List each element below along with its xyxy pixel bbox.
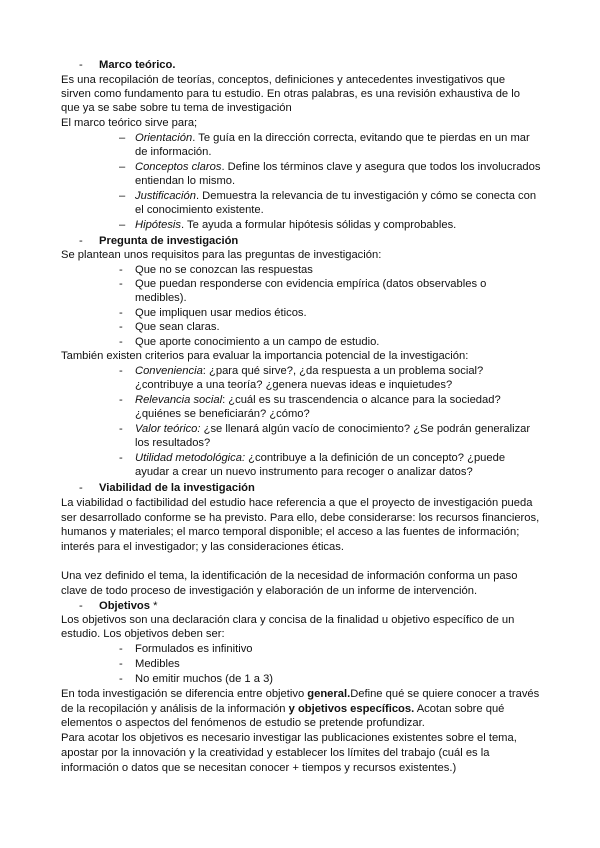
term: Hipótesis <box>135 219 182 231</box>
list-item <box>135 364 483 378</box>
definition: . Demuestra la relevancia de tu investigación y cómo se conecta con <box>195 190 537 202</box>
paragraph-line: En toda investigación se diferencia entre objetivo general.Define qué se quiere conocer a través <box>61 688 540 700</box>
bullet-dash: - <box>79 600 83 612</box>
paragraph-line: El marco teórico sirve para; <box>61 117 198 129</box>
bullet-dash: - <box>119 658 123 670</box>
list-item: Formulados es infinitivo <box>135 643 253 655</box>
paragraph-line: de la recopilación y análisis de la información y objetivos específicos. Acotan sobre qué <box>61 703 505 715</box>
paragraph-line: Los objetivos son una declaración clara y concisa de la finalidad u objetivo específico de un <box>61 614 515 626</box>
list-item: Que impliquen usar medios éticos. <box>135 307 307 319</box>
heading-viabilidad: Viabilidad de la investigación <box>99 482 255 494</box>
bullet-dash: - <box>119 264 123 276</box>
bullet-dash: - <box>119 307 123 319</box>
list-item-cont: de información. <box>135 146 212 158</box>
list-item: No emitir muchos (de 1 a 3) <box>135 673 274 685</box>
definition: ¿contribuye a la definición de un concepto? ¿puede <box>245 452 506 464</box>
heading-pregunta: Pregunta de investigación <box>99 235 239 247</box>
list-item: Que puedan responderse con evidencia empírica (datos observables o <box>135 278 487 290</box>
bullet-dash: – <box>119 161 126 173</box>
bullet-dash: - <box>119 673 123 685</box>
bullet-dash: – <box>119 132 126 144</box>
definition: : ¿cuál es su trascendencia o alcance para la sociedad? <box>222 394 501 406</box>
bullet-dash: - <box>119 365 123 377</box>
bullet-dash: - <box>119 423 123 435</box>
paragraph-line: La viabilidad o factibilidad del estudio hace referencia a que el proyecto de investigación pueda <box>61 497 533 509</box>
bullet-dash: - <box>119 394 123 406</box>
term: Justificación <box>135 190 196 202</box>
paragraph-line: También existen criterios para evaluar la importancia potencial de la investigación: <box>61 350 469 362</box>
bullet-dash: - <box>119 321 123 333</box>
list-item: Que aporte conocimiento a un campo de estudio. <box>135 336 380 348</box>
list-item-cont: ¿quiénes se beneficiarán? ¿cómo? <box>135 408 310 420</box>
paragraph-line: elementos o aspectos del fenómenos de estudio se pretende profundizar. <box>61 717 425 729</box>
list-item <box>135 131 530 145</box>
paragraph-line: clave de todo proceso de investigación y elaboración de un informe de intervención. <box>61 585 478 597</box>
list-item-cont: ayudar a crear un nuevo instrumento para recoger o analizar datos? <box>135 466 473 478</box>
list-item: Que no se conozcan las respuestas <box>135 264 313 276</box>
definition: . Te guía en la dirección correcta, evitando que te pierdas en un mar <box>192 132 530 144</box>
bullet-dash: - <box>119 452 123 464</box>
paragraph-line: Una vez definido el tema, la identificación de la necesidad de información conforma un paso <box>61 570 518 582</box>
term: Relevancia social <box>135 394 223 406</box>
term: Conveniencia <box>135 365 203 377</box>
list-item-cont: medibles). <box>135 292 187 304</box>
bullet-dash: - <box>119 336 123 348</box>
list-item <box>135 160 540 174</box>
paragraph-line: estudio. Los objetivos deben ser: <box>61 628 225 640</box>
list-item-cont: entiendan lo mismo. <box>135 175 236 187</box>
paragraph-line: Para acotar los objetivos es necesario investigar las publicaciones existentes sobre el tema, <box>61 732 517 744</box>
list-item-cont: los resultados? <box>135 437 211 449</box>
paragraph-line: Es una recopilación de teorías, conceptos, definiciones y antecedentes investigativos que <box>61 74 506 86</box>
term: Utilidad metodológica: <box>135 452 246 464</box>
paragraph-line: que ya se sabe sobre tu tema de investigación <box>61 102 292 114</box>
bullet-dash: – <box>119 190 126 202</box>
list-item: Medibles <box>135 658 180 670</box>
bullet-dash: – <box>119 219 126 231</box>
paragraph-line: información o datos que se necesitan conocer + tiempos y recursos existentes.) <box>61 762 457 774</box>
bullet-dash: - <box>119 278 123 290</box>
paragraph-line: humanos y materiales; el marco temporal disponible; el acceso a las fuentes de información; <box>61 526 520 538</box>
paragraph-line: apostar por la innovación y la creatividad y establecer los límites del trabajo (cuál es la <box>61 747 490 759</box>
term: Valor teórico: <box>135 423 201 435</box>
paragraph-line: ser desarrollado conforme se ha previsto. Para ello, debe considerarse: los recursos financieros, <box>61 512 540 524</box>
heading-marco-teorico: Marco teórico. <box>99 59 176 71</box>
list-item <box>135 393 501 407</box>
list-item <box>135 189 536 203</box>
paragraph-line: sirven como fundamento para tu estudio. En otras palabras, es una revisión exhaustiva de lo <box>61 88 520 100</box>
list-item <box>135 422 530 436</box>
bullet-dash: - <box>79 235 83 247</box>
bullet-dash: - <box>79 482 83 494</box>
bullet-dash: - <box>119 643 123 655</box>
list-item-cont: ¿contribuye a una teoría? ¿genera nuevas ideas e inquietudes? <box>135 379 453 391</box>
definition: . Te ayuda a formular hipótesis sólidas y comprobables. <box>181 219 457 231</box>
list-item <box>135 218 456 232</box>
paragraph-line: interés para el investigador; y las consideraciones éticas. <box>61 541 344 553</box>
term: Orientación <box>135 132 193 144</box>
bullet-dash: - <box>79 59 83 71</box>
list-item <box>135 451 505 465</box>
paragraph-line: Se plantean unos requisitos para las preguntas de investigación: <box>61 249 382 261</box>
list-item-cont: el conocimiento existente. <box>135 204 264 216</box>
heading-objetivos: Objetivos * <box>99 600 158 612</box>
list-item: Que sean claras. <box>135 321 220 333</box>
definition: : ¿para qué sirve?, ¿da respuesta a un problema social? <box>202 365 484 377</box>
definition: ¿se llenará algún vacío de conocimiento? ¿Se podrán generalizar <box>200 423 531 435</box>
term: Conceptos claros <box>135 161 222 173</box>
definition: . Define los términos clave y asegura que todos los involucrados <box>221 161 541 173</box>
